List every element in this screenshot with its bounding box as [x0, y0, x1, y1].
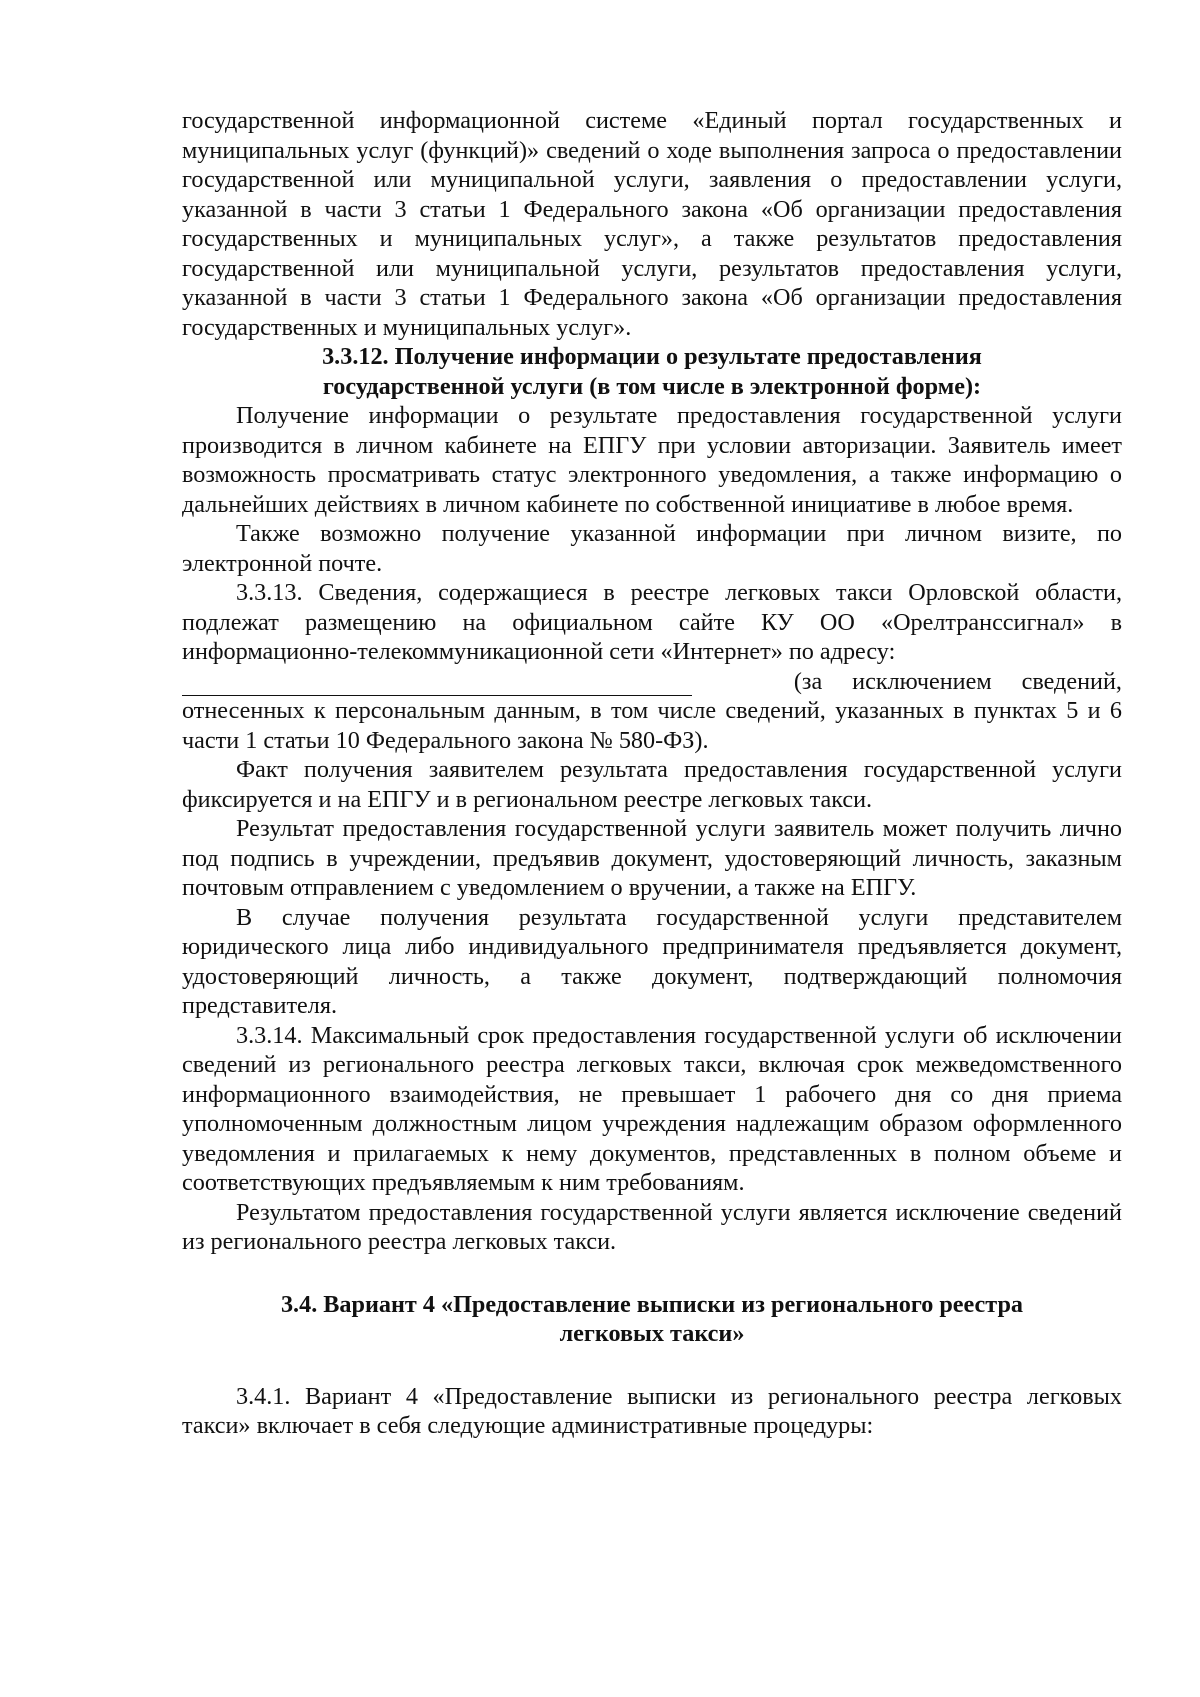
paragraph-epgu-info: государственной информационной системе «Единый портал государственных и муниципальных услуг (функций)» сведений о ходе выполнения запроса о предоставлении государственной или муниципальной услуги, заявления о предоставлении услуги, указанной в части 3 статьи 1 Федерального закона «Об организации предоставления государственных и муниципальных услуг», а также результатов предоставления государственной или муниципальной услуги, результатов предоставления услуги, указанной в части 3 статьи 1 Федерального закона «Об организации предоставления государственных и муниципальных услуг».: [182, 107, 1122, 341]
paragraph-3-3-13: 3.3.13. Сведения, содержащиеся в реестре легковых такси Орловской области, подлежат размещению на официальном сайте КУ ОО «Орелтранссигнал» в информационно-телекоммуникационной сети «Интернет» по адресу:: [182, 579, 1122, 665]
word: исключением: [852, 667, 992, 695]
address-blank-field: [182, 671, 692, 696]
word: сведений,: [1021, 667, 1122, 695]
section-heading-3-4: [182, 1290, 1122, 1349]
paragraph-representative: В случае получения результата государственной услуги представителем юридического лица либо индивидуального предпринимателя предъявляется документ, удостоверяющий личность, а также документ, подтверждающий полномочия представителя.: [182, 903, 1122, 1019]
paragraph-fact-of-receipt: Факт получения заявителем результата предоставления государственной услуги фиксируется и на ЕПГУ и в региональном реестре легковых такси.: [182, 756, 1122, 813]
word: (за: [793, 667, 823, 695]
heading-line: 3.4. Вариант 4 «Предоставление выписки из регионального реестра: [280, 1290, 1024, 1318]
heading-line: 3.3.12. Получение информации о результате предоставления: [322, 343, 982, 370]
heading-line: легковых такси»: [559, 1320, 745, 1347]
section-heading-3-3-12: [182, 342, 1122, 401]
paragraph-result-exclusion: Результатом предоставления государственной услуги является исключение сведений из регионального реестра легковых такси.: [182, 1198, 1122, 1255]
address-blank-line: [182, 667, 1122, 697]
document-body: [182, 106, 1122, 1441]
paragraph-3-4-1: 3.4.1. Вариант 4 «Предоставление выписки из регионального реестра легковых такси» включает в себя следующие административные процедуры:: [182, 1382, 1122, 1439]
paragraph-personal-data: отнесенных к персональным данным, в том числе сведений, указанных в пунктах 5 и 6 части 1 статьи 10 Федерального закона № 580-ФЗ).: [182, 697, 1122, 754]
paragraph-result-receipt: Результат предоставления государственной услуги заявитель может получить лично под подпись в учреждении, предъявив документ, удостоверяющий личность, заказным почтовым отправлением с уведомлением о вручении, а также на ЕПГУ.: [182, 815, 1122, 901]
paragraph-visit-email: Также возможно получение указанной информации при личном визите, по электронной почте.: [182, 520, 1122, 577]
paragraph-3-3-14: 3.3.14. Максимальный срок предоставления государственной услуги об исключении сведений из регионального реестра легковых такси, включая срок межведомственного информационного взаимодействия, не превышает 1 рабочего дня со дня приема уполномоченным должностным лицом учреждения надлежащим образом оформленного уведомления и прилагаемых к нему документов, представленных в полном объеме и соответствующих предъявляемым к ним требованиям.: [182, 1021, 1122, 1196]
paragraph-result-info: Получение информации о результате предоставления государственной услуги производится в личном кабинете на ЕПГУ при условии авторизации. Заявитель имеет возможность просматривать статус электронного уведомления, а также информацию о дальнейших действиях в личном кабинете по собственной инициативе в любое время.: [182, 402, 1122, 518]
heading-line: государственной услуги (в том числе в электронной форме):: [322, 372, 982, 400]
